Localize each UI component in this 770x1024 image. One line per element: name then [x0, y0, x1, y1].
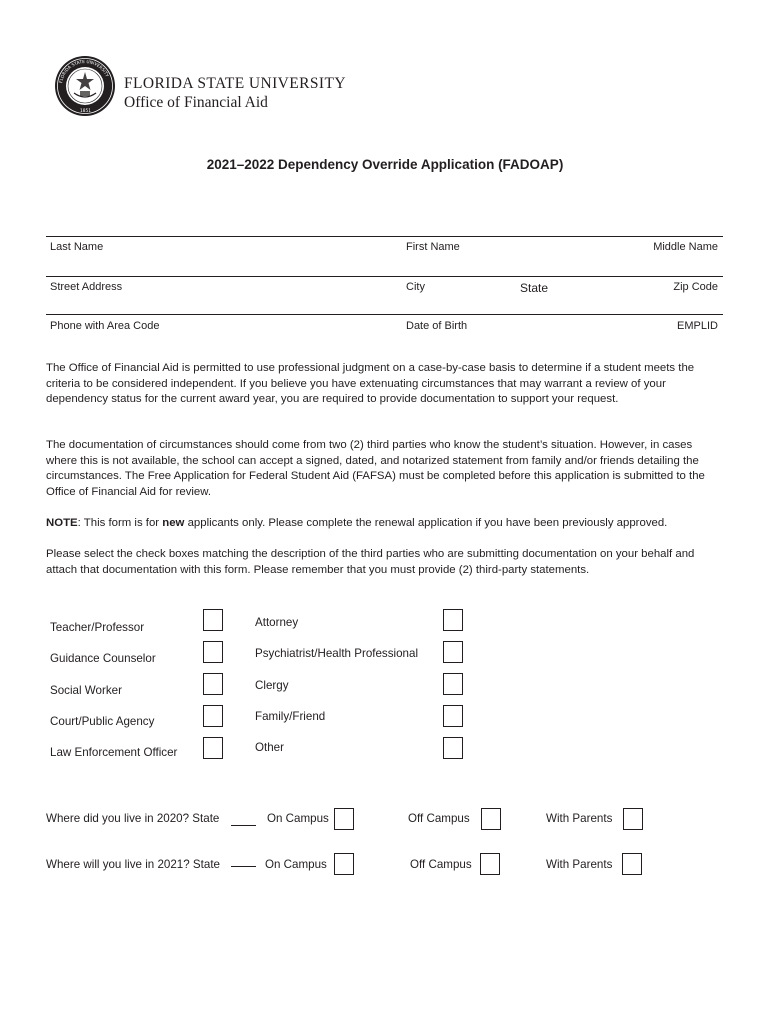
with-parents-2020-checkbox[interactable] [623, 808, 643, 830]
office-name: Office of Financial Aid [124, 94, 268, 111]
residence-2021-question: Where will you live in 2021? State [46, 858, 220, 871]
state-2020-line[interactable] [231, 825, 256, 826]
state-label: State [520, 281, 549, 295]
clergy-checkbox[interactable] [443, 673, 463, 695]
teacher-professor-checkbox[interactable] [203, 609, 223, 631]
seal-inscription: FLORIDA STATE UNIVERSITY [59, 59, 109, 84]
street-address-label: Street Address [50, 281, 123, 293]
documentation-paragraph: The documentation of circumstances should come from two (2) third parties who know the student’s situation. However, in cases where this is not available, the school can accept a signed, dated, and notarized statement from family and/or friends detailing the circumstances. The Free Application for Federal Student Aid (FAFSA) must be completed before this application is submitted to the Office of Financial Aid for review. [46, 439, 705, 498]
on-campus-2021-label: On Campus [265, 858, 327, 871]
university-name: FLORIDA STATE UNIVERSITY [124, 75, 346, 92]
middle-name-label: Middle Name [653, 241, 718, 253]
with-parents-2021-label: With Parents [546, 858, 613, 871]
family-friend-label: Family/Friend [255, 710, 326, 723]
seal-year: 1851 [80, 109, 91, 114]
other-checkbox[interactable] [443, 737, 463, 759]
court-public-agency-label: Court/Public Agency [50, 715, 155, 728]
court-public-agency-checkbox[interactable] [203, 705, 223, 727]
guidance-counselor-checkbox[interactable] [203, 641, 223, 663]
note-paragraph: NOTE: This form is for new applicants only. Please complete the renewal application if you have been previously approved. [46, 517, 668, 529]
guidance-counselor-label: Guidance Counselor [50, 652, 156, 665]
law-enforcement-label: Law Enforcement Officer [50, 746, 178, 759]
zip-code-label: Zip Code [673, 281, 718, 293]
social-worker-checkbox[interactable] [203, 673, 223, 695]
note-emphasis: new [162, 517, 185, 529]
off-campus-2020-label: Off Campus [408, 812, 470, 825]
attorney-checkbox[interactable] [443, 609, 463, 631]
intro-paragraph: The Office of Financial Aid is permitted to use professional judgment on a case-by-case basis to determine if a student meets the criteria to be considered independent. If you believe you have extenuating circumstances that may warrant a review of your dependency status for the current award year, you are required to provide documentation to support your request. [46, 362, 695, 406]
with-parents-2020-label: With Parents [546, 812, 613, 825]
phone-label: Phone with Area Code [50, 320, 160, 332]
contact-line[interactable] [46, 314, 723, 315]
first-name-label: First Name [406, 241, 460, 253]
with-parents-2021-checkbox[interactable] [622, 853, 642, 875]
psychiatrist-checkbox[interactable] [443, 641, 463, 663]
off-campus-2020-checkbox[interactable] [481, 808, 501, 830]
note-label: NOTE [46, 517, 78, 529]
other-label: Other [255, 741, 284, 754]
clergy-label: Clergy [255, 679, 289, 692]
emplid-label: EMPLID [677, 320, 718, 332]
city-label: City [406, 281, 425, 293]
on-campus-2020-checkbox[interactable] [334, 808, 354, 830]
instructions-paragraph: Please select the check boxes matching the description of the third parties who are submitting documentation on your behalf and attach that documentation with this form. Please remember that you must provide (2) third-party statements. [46, 548, 695, 576]
on-campus-2020-label: On Campus [267, 812, 329, 825]
last-name-label: Last Name [50, 241, 104, 253]
name-line[interactable] [46, 236, 723, 237]
psychiatrist-label: Psychiatrist/Health Professional [255, 647, 419, 660]
attorney-label: Attorney [255, 616, 299, 629]
address-line[interactable] [46, 276, 723, 277]
off-campus-2021-checkbox[interactable] [480, 853, 500, 875]
on-campus-2021-checkbox[interactable] [334, 853, 354, 875]
family-friend-checkbox[interactable] [443, 705, 463, 727]
page-title: 2021–2022 Dependency Override Application (FADOAP) [206, 157, 564, 172]
dob-label: Date of Birth [406, 320, 468, 332]
residence-2020-question: Where did you live in 2020? State [46, 812, 220, 825]
off-campus-2021-label: Off Campus [410, 858, 472, 871]
social-worker-label: Social Worker [50, 684, 122, 697]
law-enforcement-checkbox[interactable] [203, 737, 223, 759]
university-seal-icon [54, 55, 116, 117]
state-2021-line[interactable] [231, 866, 256, 867]
teacher-professor-label: Teacher/Professor [50, 621, 145, 634]
